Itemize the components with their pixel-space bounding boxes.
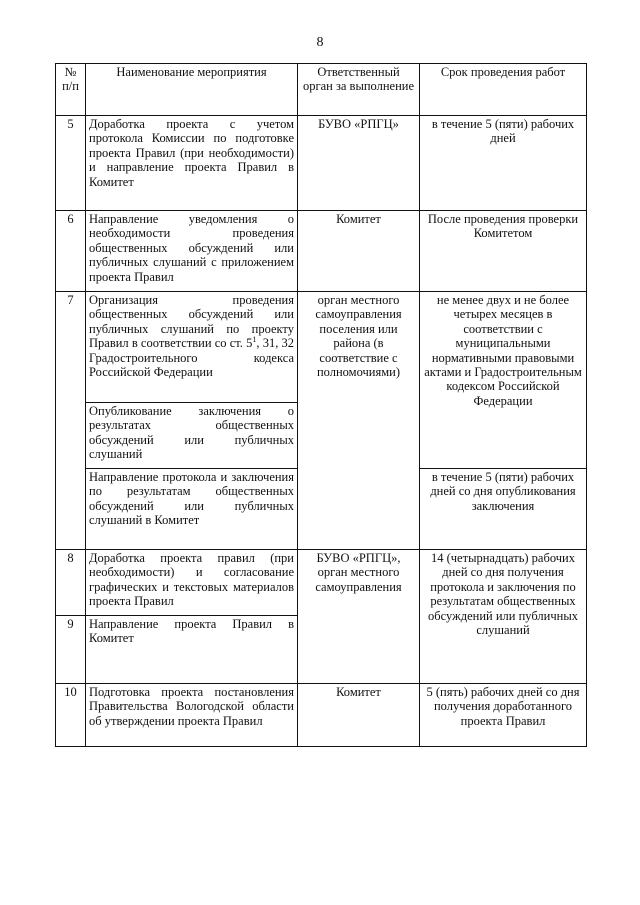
schedule-table [55,63,587,747]
row-number: 10 [56,684,86,747]
responsible-body: Комитет [298,684,420,747]
activity-name: Направление проекта Правил в Комитет [86,616,298,684]
row-number: 5 [56,116,86,211]
responsible-body: Комитет [298,211,420,292]
deadline: 5 (пять) рабочих дней со дня получения доработанного проекта Правил [420,684,587,747]
row-number: 6 [56,211,86,292]
activity-name: Доработка проекта с учетом протокола Комиссии по подготовке проекта Правил (при необходимости) и направление проекта Правил в Комитет [86,116,298,211]
row-number: 8 [56,550,86,616]
activity-name: Опубликование заключения о результатах общественных обсуждений или публичных слушаний [86,403,298,469]
page-number: 8 [316,35,324,50]
activity-name-part: Организация проведения общественных обсуждений или публичных слушаний по проекту Правил в соответствии со ст. 5 [89,293,294,351]
deadline: не менее двух и не более четырех месяцев в соответствии с муниципальными нормативными правовыми актами и Градостроительным кодексом Российской Федерации [420,292,587,469]
header-num: № п/п [56,64,86,116]
row-number: 7 [56,292,86,550]
header-term: Срок проведения работ [420,64,587,116]
responsible-body: БУВО «РПГЦ», орган местного самоуправления [298,550,420,684]
deadline: в течение 5 (пяти) рабочих дней [420,116,587,211]
table-row [56,684,587,747]
deadline: После проведения проверки Комитетом [420,211,587,292]
table-header-row [56,64,587,116]
header-name: Наименование мероприятия [86,64,298,116]
activity-name [86,292,298,403]
activity-name: Направление протокола и заключения по результатам общественных обсуждений или публичных слушаний в Комитет [86,469,298,550]
activity-name-part: , 31, 32 Градостроительного кодекса Российской Федерации [89,336,294,380]
article-superscript: 1 [252,335,257,345]
table-row [56,292,587,403]
deadline: 14 (четырнадцать) рабочих дней со дня получения протокола и заключения по результатам общественных обсуждений или публичных слушаний [420,550,587,684]
table-row [56,550,587,616]
header-responsible: Ответственный орган за выполнение [298,64,420,116]
table-row [56,211,587,292]
activity-name: Доработка проекта правил (при необходимости) и согласование графических и текстовых материалов проекта Правил [86,550,298,616]
responsible-body: БУВО «РПГЦ» [298,116,420,211]
activity-name: Направление уведомления о необходимости проведения общественных обсуждений или публичных слушаний с приложением проекта Правил [86,211,298,292]
activity-name: Подготовка проекта постановления Правительства Вологодской области об утверждении проекта Правил [86,684,298,747]
table-row [56,116,587,211]
row-number: 9 [56,616,86,684]
responsible-body: орган местного самоуправления поселения или района (в соответствие с полномочиями) [298,292,420,550]
deadline: в течение 5 (пяти) рабочих дней со дня опубликования заключения [420,469,587,550]
